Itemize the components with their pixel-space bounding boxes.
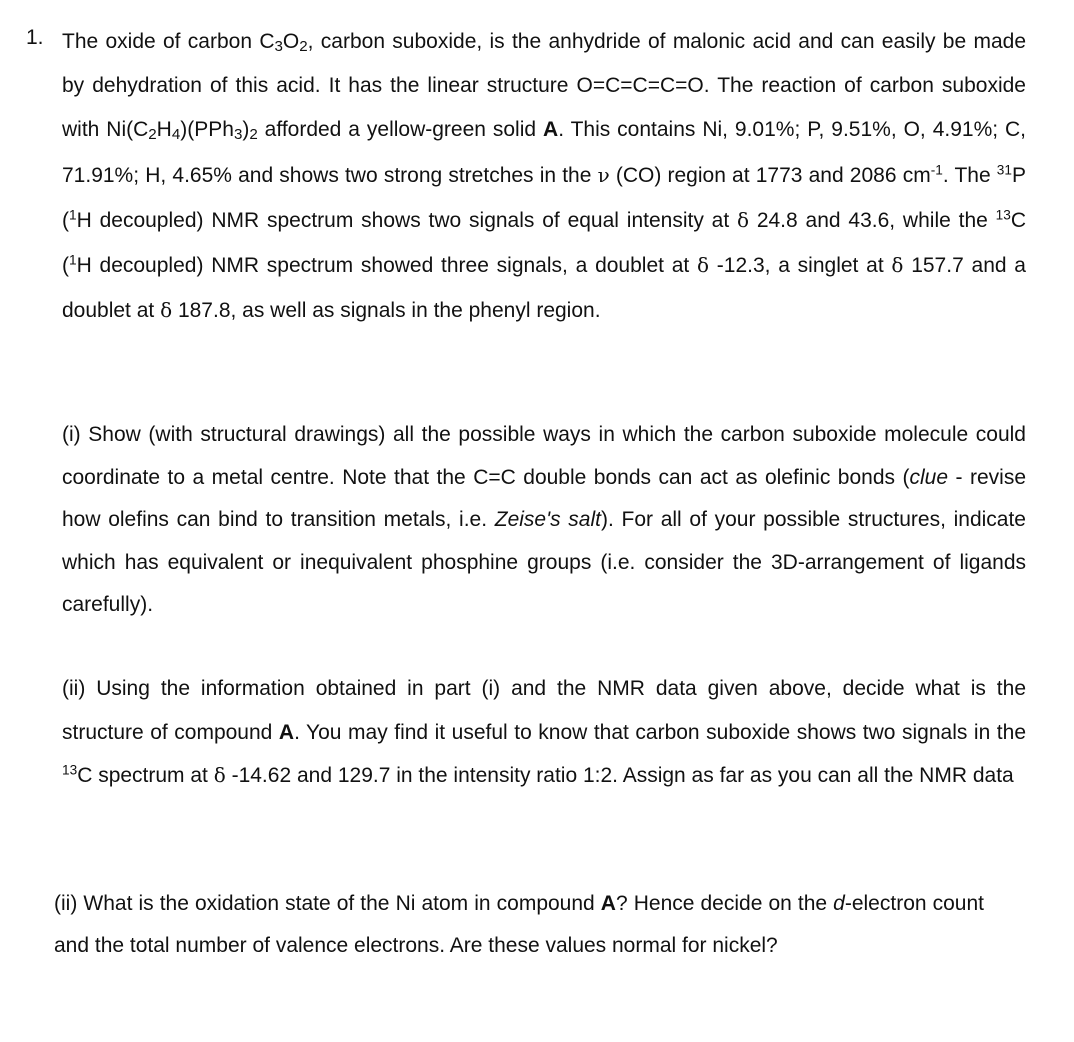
question-number: 1.	[26, 26, 44, 49]
part-i-paragraph: (i) Show (with structural drawings) all the possible ways in which the carbon suboxide molecule could coordinate to a metal centre. Note that the C=C double bonds can act as olefinic bonds (clue - revise how olefins can bind to transition metals, i.e. Zeise's salt). For all of your possible structures, indicate which has equivalent or inequivalent phosphine groups (i.e. consider the 3D-arrangement of ligands carefully).	[62, 423, 1026, 616]
compound-label: A	[278, 720, 295, 744]
compound-label: A	[600, 892, 616, 915]
question-intro-paragraph: The oxide of carbon $C_3O_2$, carbon suboxide, is the anhydride of malonic acid and can easily be made by dehydration of this acid. It has the linear structure O=C=C=C=O. The reaction of carbon suboxide with $Ni(C_2H_4)(PPh_3)_2$ afforded a yellow-green solid A. This contains Ni, 9.01%; P, 9.51%, O, 4.91%; C, 71.91%; H, 4.65% and shows two strong stretches in the ν (CO) region at 1773 and 2086 $cm^{-1}$. The $^{31}$P ($^1$H decoupled) NMR spectrum shows two signals of equal intensity at δ 24.8 and 43.6, while the $^{13}$C ($^1$H decoupled) NMR spectrum showed three signals, a doublet at δ -12.3, a singlet at δ 157.7 and a doublet at δ 187.8, as well as signals in the phenyl region.	[62, 30, 1027, 323]
compound-label: A	[543, 118, 559, 142]
part-iii-paragraph: (ii) What is the oxidation state of the Ni atom in compound A? Hence decide on the d-electron count and the total number of valence electrons. Are these values normal for nickel?	[54, 892, 984, 957]
part-ii-paragraph: (ii) Using the information obtained in part (i) and the NMR data given above, decide what is the structure of compound A. You may find it useful to know that carbon suboxide shows two signals in the $^{13}$C spectrum at δ -14.62 and 129.7 in the intensity ratio 1:2. Assign as far as you can all the NMR data	[62, 677, 1026, 787]
